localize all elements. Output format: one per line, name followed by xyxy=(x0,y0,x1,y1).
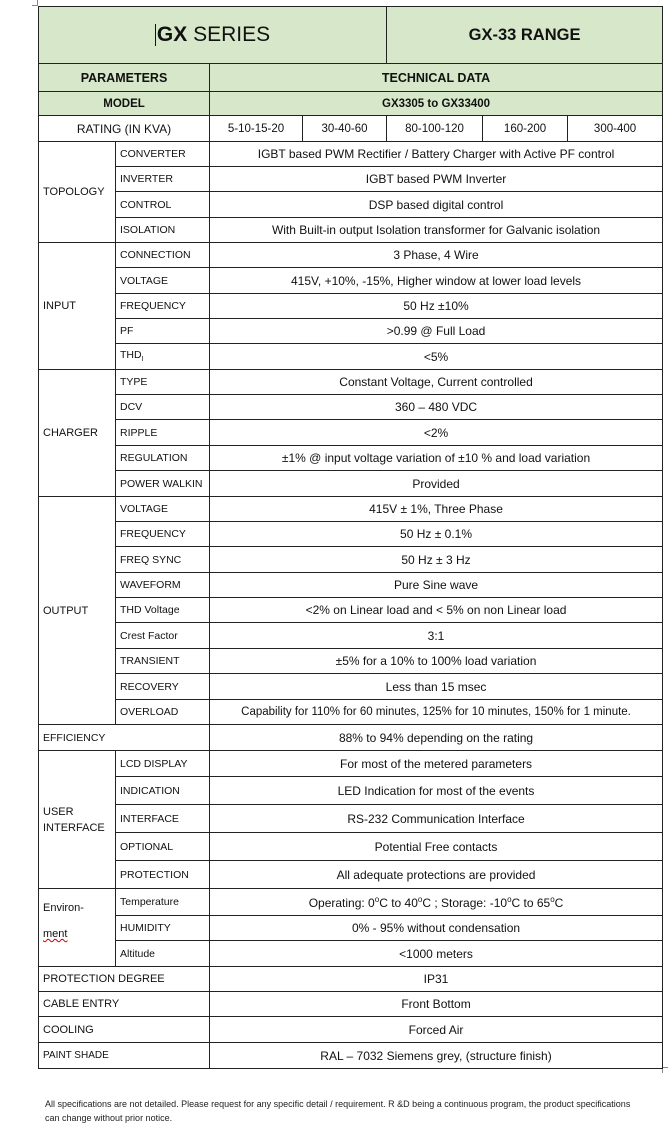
group-charger: CHARGER xyxy=(39,370,116,497)
param-label: PROTECTION xyxy=(116,861,210,889)
param-label: REGULATION xyxy=(116,446,210,471)
param-value: With Built-in output Isolation transformer for Galvanic isolation xyxy=(210,218,663,243)
param-value: 3:1 xyxy=(210,623,663,649)
degree-mark: o xyxy=(417,894,423,904)
rating-value: 5-10-15-20 xyxy=(210,116,303,142)
group-environment-line1: Environ- xyxy=(43,902,84,914)
model-value: GX3305 to GX33400 xyxy=(210,92,663,116)
param-value: Pure Sine wave xyxy=(210,573,663,598)
group-output: OUTPUT xyxy=(39,497,116,725)
param-value: IGBT based PWM Inverter xyxy=(210,167,663,192)
temp-text: C to 65 xyxy=(511,895,551,910)
param-value: For most of the metered parameters xyxy=(210,751,663,777)
param-value: <5% xyxy=(210,344,663,370)
param-label: VOLTAGE xyxy=(116,268,210,294)
param-value: 50 Hz ± 0.1% xyxy=(210,522,663,547)
param-label: INTERFACE xyxy=(116,805,210,833)
param-label: ISOLATION xyxy=(116,218,210,243)
group-environment xyxy=(39,889,116,967)
misc-label: CABLE ENTRY xyxy=(39,992,210,1017)
misc-label: PAINT SHADE xyxy=(39,1043,210,1069)
param-label: OPTIONAL xyxy=(116,833,210,861)
group-user-interface-line2: INTERFACE xyxy=(43,821,105,834)
param-label: TRANSIENT xyxy=(116,649,210,674)
param-value: <2% xyxy=(210,420,663,446)
param-value: Provided xyxy=(210,471,663,497)
thd-label: THD xyxy=(120,349,142,362)
param-label: Altitude xyxy=(116,941,210,967)
param-label: PF xyxy=(116,319,210,344)
group-topology: TOPOLOGY xyxy=(39,142,116,243)
text-cursor xyxy=(155,24,156,46)
rating-value: 30-40-60 xyxy=(303,116,387,142)
temp-text: C to 40 xyxy=(379,895,418,910)
param-label: OVERLOAD xyxy=(116,700,210,725)
misc-value: RAL – 7032 Siemens grey, (structure finish) xyxy=(210,1043,663,1069)
param-value: 50 Hz ± 3 Hz xyxy=(210,547,663,573)
param-value: ±1% @ input voltage variation of ±10 % and load variation xyxy=(210,446,663,471)
misc-value: IP31 xyxy=(210,967,663,992)
param-value: 50 Hz ±10% xyxy=(210,294,663,319)
misc-value: Forced Air xyxy=(210,1017,663,1043)
param-value: 3 Phase, 4 Wire xyxy=(210,243,663,268)
range-title-cell xyxy=(387,7,663,64)
param-label: CONTROL xyxy=(116,192,210,218)
param-label: RIPPLE xyxy=(116,420,210,446)
rating-value: 160-200 xyxy=(483,116,568,142)
param-label: DCV xyxy=(116,395,210,420)
param-label: Temperature xyxy=(116,889,210,916)
param-label: INDICATION xyxy=(116,777,210,805)
param-label: WAVEFORM xyxy=(116,573,210,598)
degree-mark: o xyxy=(550,894,555,904)
misc-label: PROTECTION DEGREE xyxy=(39,967,210,992)
param-value: DSP based digital control xyxy=(210,192,663,218)
param-label-thd xyxy=(116,344,210,370)
param-value: 415V, +10%, -15%, Higher window at lower load levels xyxy=(210,268,663,294)
param-value: Less than 15 msec xyxy=(210,674,663,700)
efficiency-value: 88% to 94% depending on the rating xyxy=(210,725,663,751)
param-value: 415V ± 1%, Three Phase xyxy=(210,497,663,522)
misc-value: Front Bottom xyxy=(210,992,663,1017)
temp-text: C xyxy=(554,895,564,910)
param-label: CONNECTION xyxy=(116,243,210,268)
series-suffix: SERIES xyxy=(187,23,271,46)
group-environment-line2: ment xyxy=(43,928,68,940)
param-label: RECOVERY xyxy=(116,674,210,700)
misc-label: COOLING xyxy=(39,1017,210,1043)
param-value: >0.99 @ Full Load xyxy=(210,319,663,344)
param-value: ±5% for a 10% to 100% load variation xyxy=(210,649,663,674)
rating-value: 300-400 xyxy=(568,116,663,142)
technical-data-header: TECHNICAL DATA xyxy=(210,64,663,92)
series-prefix: GX xyxy=(156,23,188,46)
param-value: IGBT based PWM Rectifier / Battery Charger with Active PF control xyxy=(210,142,663,167)
series-title xyxy=(155,23,270,46)
parameters-header: PARAMETERS xyxy=(39,64,210,92)
thd-subscript: I xyxy=(141,356,144,364)
param-value: Constant Voltage, Current controlled xyxy=(210,370,663,395)
param-label: FREQUENCY xyxy=(116,294,210,319)
param-label: VOLTAGE xyxy=(116,497,210,522)
param-value: Capability for 110% for 60 minutes, 125% for 10 minutes, 150% for 1 minute. xyxy=(210,700,663,725)
param-label: LCD DISPLAY xyxy=(116,751,210,777)
param-label: TYPE xyxy=(116,370,210,395)
param-value: 0% - 95% without condensation xyxy=(210,916,663,941)
spec-table xyxy=(38,6,663,1069)
param-label: THD Voltage xyxy=(116,598,210,623)
param-label: INVERTER xyxy=(116,167,210,192)
param-value: 360 – 480 VDC xyxy=(210,395,663,420)
param-value: All adequate protections are provided xyxy=(210,861,663,889)
temp-text: C ; Storage: -10 xyxy=(422,895,508,910)
degree-mark: o xyxy=(374,894,380,904)
param-value: Potential Free contacts xyxy=(210,833,663,861)
temp-text: Operating: 0 xyxy=(308,895,375,910)
range-title: GX-33 RANGE xyxy=(468,25,581,44)
group-user-interface xyxy=(39,751,116,889)
param-value: <1000 meters xyxy=(210,941,663,967)
group-user-interface-line1: USER xyxy=(43,805,74,818)
temperature-value xyxy=(210,889,663,916)
rating-label: RATING (IN KVA) xyxy=(39,116,210,142)
footnote: All specifications are not detailed. Please request for any specific detail / requirement. R &D being a continuous program, the product specifications can change without prior notice. xyxy=(45,1099,631,1123)
series-title-cell xyxy=(39,7,387,64)
model-label: MODEL xyxy=(39,92,210,116)
param-label: FREQUENCY xyxy=(116,522,210,547)
rating-value: 80-100-120 xyxy=(387,116,483,142)
group-input: INPUT xyxy=(39,243,116,370)
param-label: FREQ SYNC xyxy=(116,547,210,573)
efficiency-label: EFFICIENCY xyxy=(39,725,210,751)
param-value: RS-232 Communication Interface xyxy=(210,805,663,833)
degree-mark: o xyxy=(507,894,512,904)
param-value: LED Indication for most of the events xyxy=(210,777,663,805)
param-label: HUMIDITY xyxy=(116,916,210,941)
param-label: POWER WALKIN xyxy=(116,471,210,497)
param-label: CONVERTER xyxy=(116,142,210,167)
param-label: Crest Factor xyxy=(116,623,210,649)
param-value: <2% on Linear load and < 5% on non Linear load xyxy=(210,598,663,623)
